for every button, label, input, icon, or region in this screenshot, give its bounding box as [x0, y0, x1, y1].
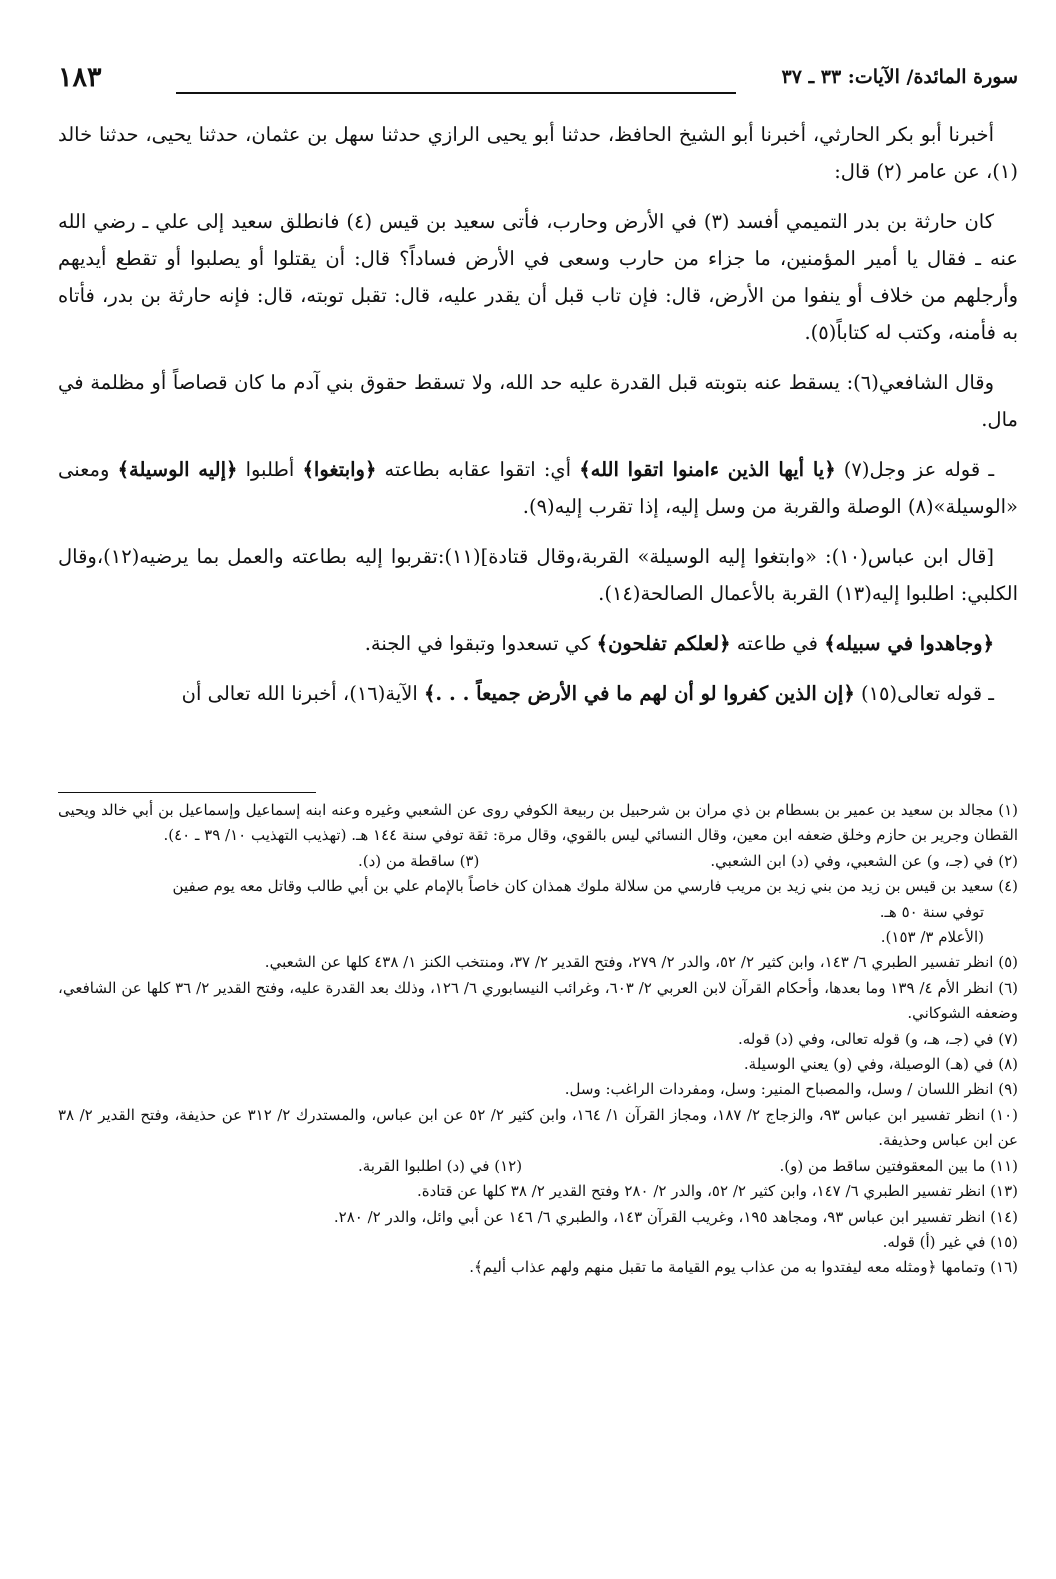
- footnote-separator: [58, 792, 316, 793]
- quran-verse: ﴿يا أيها الذين ءامنوا اتقوا الله﴾: [579, 458, 836, 481]
- footnote-4: (٤) سعيد بن قيس بن زيد من بني زيد بن مريب فارسي من سلالة ملوك همذان كان خاصاً بالإمام علي بن أبي طالب وقاتل معه يوم صفين: [172, 877, 1018, 896]
- footnote-4-continued: توفي سنة ٥٠ هـ.: [879, 902, 984, 921]
- quran-verse: ﴿إليه الوسيلة﴾: [117, 458, 238, 481]
- quran-verse: ﴿لعلكم تفلحون﴾: [596, 632, 731, 655]
- footnote-11: (١١) ما بين المعقوفتين ساقط من (و).: [779, 1156, 1018, 1175]
- text-segment: أي: اتقوا عقابه بطاعته: [376, 458, 580, 481]
- footnote-13: (١٣) انظر تفسير الطبري ٦/ ١٤٧، وابن كثير ٢/ ٥٢، والدر ٢/ ٢٨٠ وفتح القدير ٢/ ٣٨ كلها عن قتادة.: [416, 1182, 1018, 1201]
- quran-verse: ﴿وابتغوا﴾: [302, 458, 377, 481]
- text-segment: الآية(١٦)، أخبرنا الله تعالى أن: [181, 682, 424, 705]
- footnote-row-11-12: [58, 1154, 1018, 1179]
- paragraph-isnad: أخبرنا أبو بكر الحارثي، أخبرنا أبو الشيخ الحافظ، حدثنا أبو يحيى الرازي حدثنا سهل بن عثمان، حدثنا يحيى، حدثنا خالد (١)، عن عامر (٢) قال:: [58, 123, 1018, 183]
- main-text: [58, 116, 1018, 725]
- page-header: [58, 62, 1018, 102]
- footnote-5: (٥) انظر تفسير الطبري ٦/ ١٤٣، وابن كثير ٢/ ٥٢، والدر ٢/ ٢٧٩، وفتح القدير ٢/ ٣٧، ومنتخب الكنز ١/ ٤٣٨ كلها عن الشعبي.: [264, 953, 1018, 972]
- footnote-2: (٢) في (جـ، و) عن الشعبي، وفي (د) ابن الشعبي.: [710, 851, 1018, 870]
- footnote-10: (١٠) انظر تفسير ابن عباس ٩٣، والزجاج ٢/ ١٨٧، ومجاز القرآن ١/ ١٦٤، وابن كثير ٢/ ٥٢ عن ابن عباس، والمستدرك ٢/ ٣١٢ عن حذيفة، وفتح القدير ٢/ ٣٨ عن ابن عباس وحذيفة.: [58, 1105, 1019, 1150]
- running-title: سورة المائدة/ الآيات: ٣٣ ـ ٣٧: [781, 66, 1018, 88]
- footnote-16: (١٦) وتمامها ﴿ومثله معه ليفتدوا به من عذاب يوم القيامة ما تقبل منهم ولهم عذاب أليم﴾.: [469, 1258, 1018, 1277]
- footnote-4-source: (الأعلام ٣/ ١٥٣).: [880, 928, 984, 947]
- text-segment: أطلبوا: [237, 458, 303, 481]
- paragraph-jihad: [58, 625, 1018, 662]
- quran-verse: ﴿إن الذين كفروا لو أن لهم ما في الأرض جميعاً . . .﴾: [424, 682, 855, 705]
- footnotes: [58, 798, 1018, 1281]
- paragraph-wasila: [58, 451, 1018, 525]
- page-number: ١٨٣: [58, 62, 102, 93]
- text-segment: ـ قوله عز وجل(٧): [835, 458, 995, 481]
- paragraph-shafii: وقال الشافعي(٦): يسقط عنه بتوبته قبل القدرة عليه حد الله، ولا تسقط حقوق بني آدم ما كان قصاصاً أو مظلمة في مال.: [58, 371, 1018, 431]
- footnote-15: (١٥) في غير (أ) قوله.: [882, 1232, 1018, 1251]
- header-rule: [176, 92, 736, 94]
- paragraph-kafaru: [58, 675, 1018, 712]
- paragraph-haritha-story: كان حارثة بن بدر التميمي أفسد (٣) في الأرض وحارب، فأتى سعيد بن قيس (٤) فانطلق سعيد إلى علي ـ رضي الله عنه ـ فقال يا أمير المؤمنين، ما جزاء من حارب وسعى في الأرض فساداً؟ قال: أن يقتلوا أو يصلبوا أو تقطع أيديهم وأرجلهم من خلاف أو ينفوا من الأرض، قال: فإن تاب قبل أن يقدر عليه، قال: تقبل توبته، قال: فإنه حارثة بن بدر، فأتاه به فأمنه، وكتب له كتاباً(٥).: [58, 210, 1018, 344]
- text-segment: في طاعته: [730, 632, 825, 655]
- footnote-3: (٣) ساقطة من (د).: [358, 851, 480, 870]
- footnote-1: (١) مجالد بن سعيد بن عمير بن بسطام بن ذي مران بن شرحبيل بن ربيعة الكوفي روى عن الشعبي وغيره وعنه ابنه إسماعيل وإسماعيل بن أبي خالد ويحيى القطان وجرير بن حازم وخلق ضعفه ابن معين، وقال النسائي ليس بالقوي، وقال مرة: ثقة توفي سنة ١٤٤ هـ. (تهذيب التهذيب ١٠/ ٣٩ ـ ٤٠).: [58, 801, 1018, 845]
- footnote-6: (٦) انظر الأم ٤/ ١٣٩ وما بعدها، وأحكام القرآن لابن العربي ٢/ ٦٠٣، وغرائب النيسابوري ٦/ ١٢٦، وذلك بعد القدرة عليه، وفتح القدير ٢/ ٣٦ كلها عن الشافعي، وضعفه الشوكاني.: [58, 978, 1018, 1023]
- text-segment: ومعنى «الوسيلة»(٨) الوصلة والقربة من وسل إليه، إذا تقرب إليه(٩).: [58, 458, 1018, 518]
- footnote-14: (١٤) انظر تفسير ابن عباس ٩٣، ومجاهد ١٩٥، وغريب القرآن ١٤٣، والطبري ٦/ ١٤٦ عن أبي وائل، والدر ٢/ ٢٨٠.: [333, 1207, 1018, 1226]
- quran-verse: ﴿وجاهدوا في سبيله﴾: [824, 632, 994, 655]
- footnote-row-2-3: [58, 849, 1018, 874]
- footnote-12: (١٢) في (د) اطلبوا القربة.: [358, 1156, 523, 1175]
- footnote-7: (٧) في (جـ، هـ، و) قوله تعالى، وفي (د) قوله.: [738, 1029, 1018, 1048]
- text-segment: كي تسعدوا وتبقوا في الجنة.: [364, 632, 597, 655]
- paragraph-ibn-abbas: [قال ابن عباس(١٠): «وابتغوا إليه الوسيلة» القربة،وقال قتادة](١١):تقربوا إليه بطاعته والعمل بما يرضيه(١٢)،وقال الكلبي: اطلبوا إليه(١٣) القربة بالأعمال الصالحة(١٤).: [58, 545, 1018, 605]
- text-segment: ـ قوله تعالى(١٥): [854, 682, 994, 705]
- footnote-8: (٨) في (هـ) الوصيلة، وفي (و) يعني الوسيلة.: [743, 1055, 1018, 1074]
- footnote-9: (٩) انظر اللسان / وسل، والمصباح المنير: وسل، ومفردات الراغب: وسل.: [564, 1080, 1018, 1099]
